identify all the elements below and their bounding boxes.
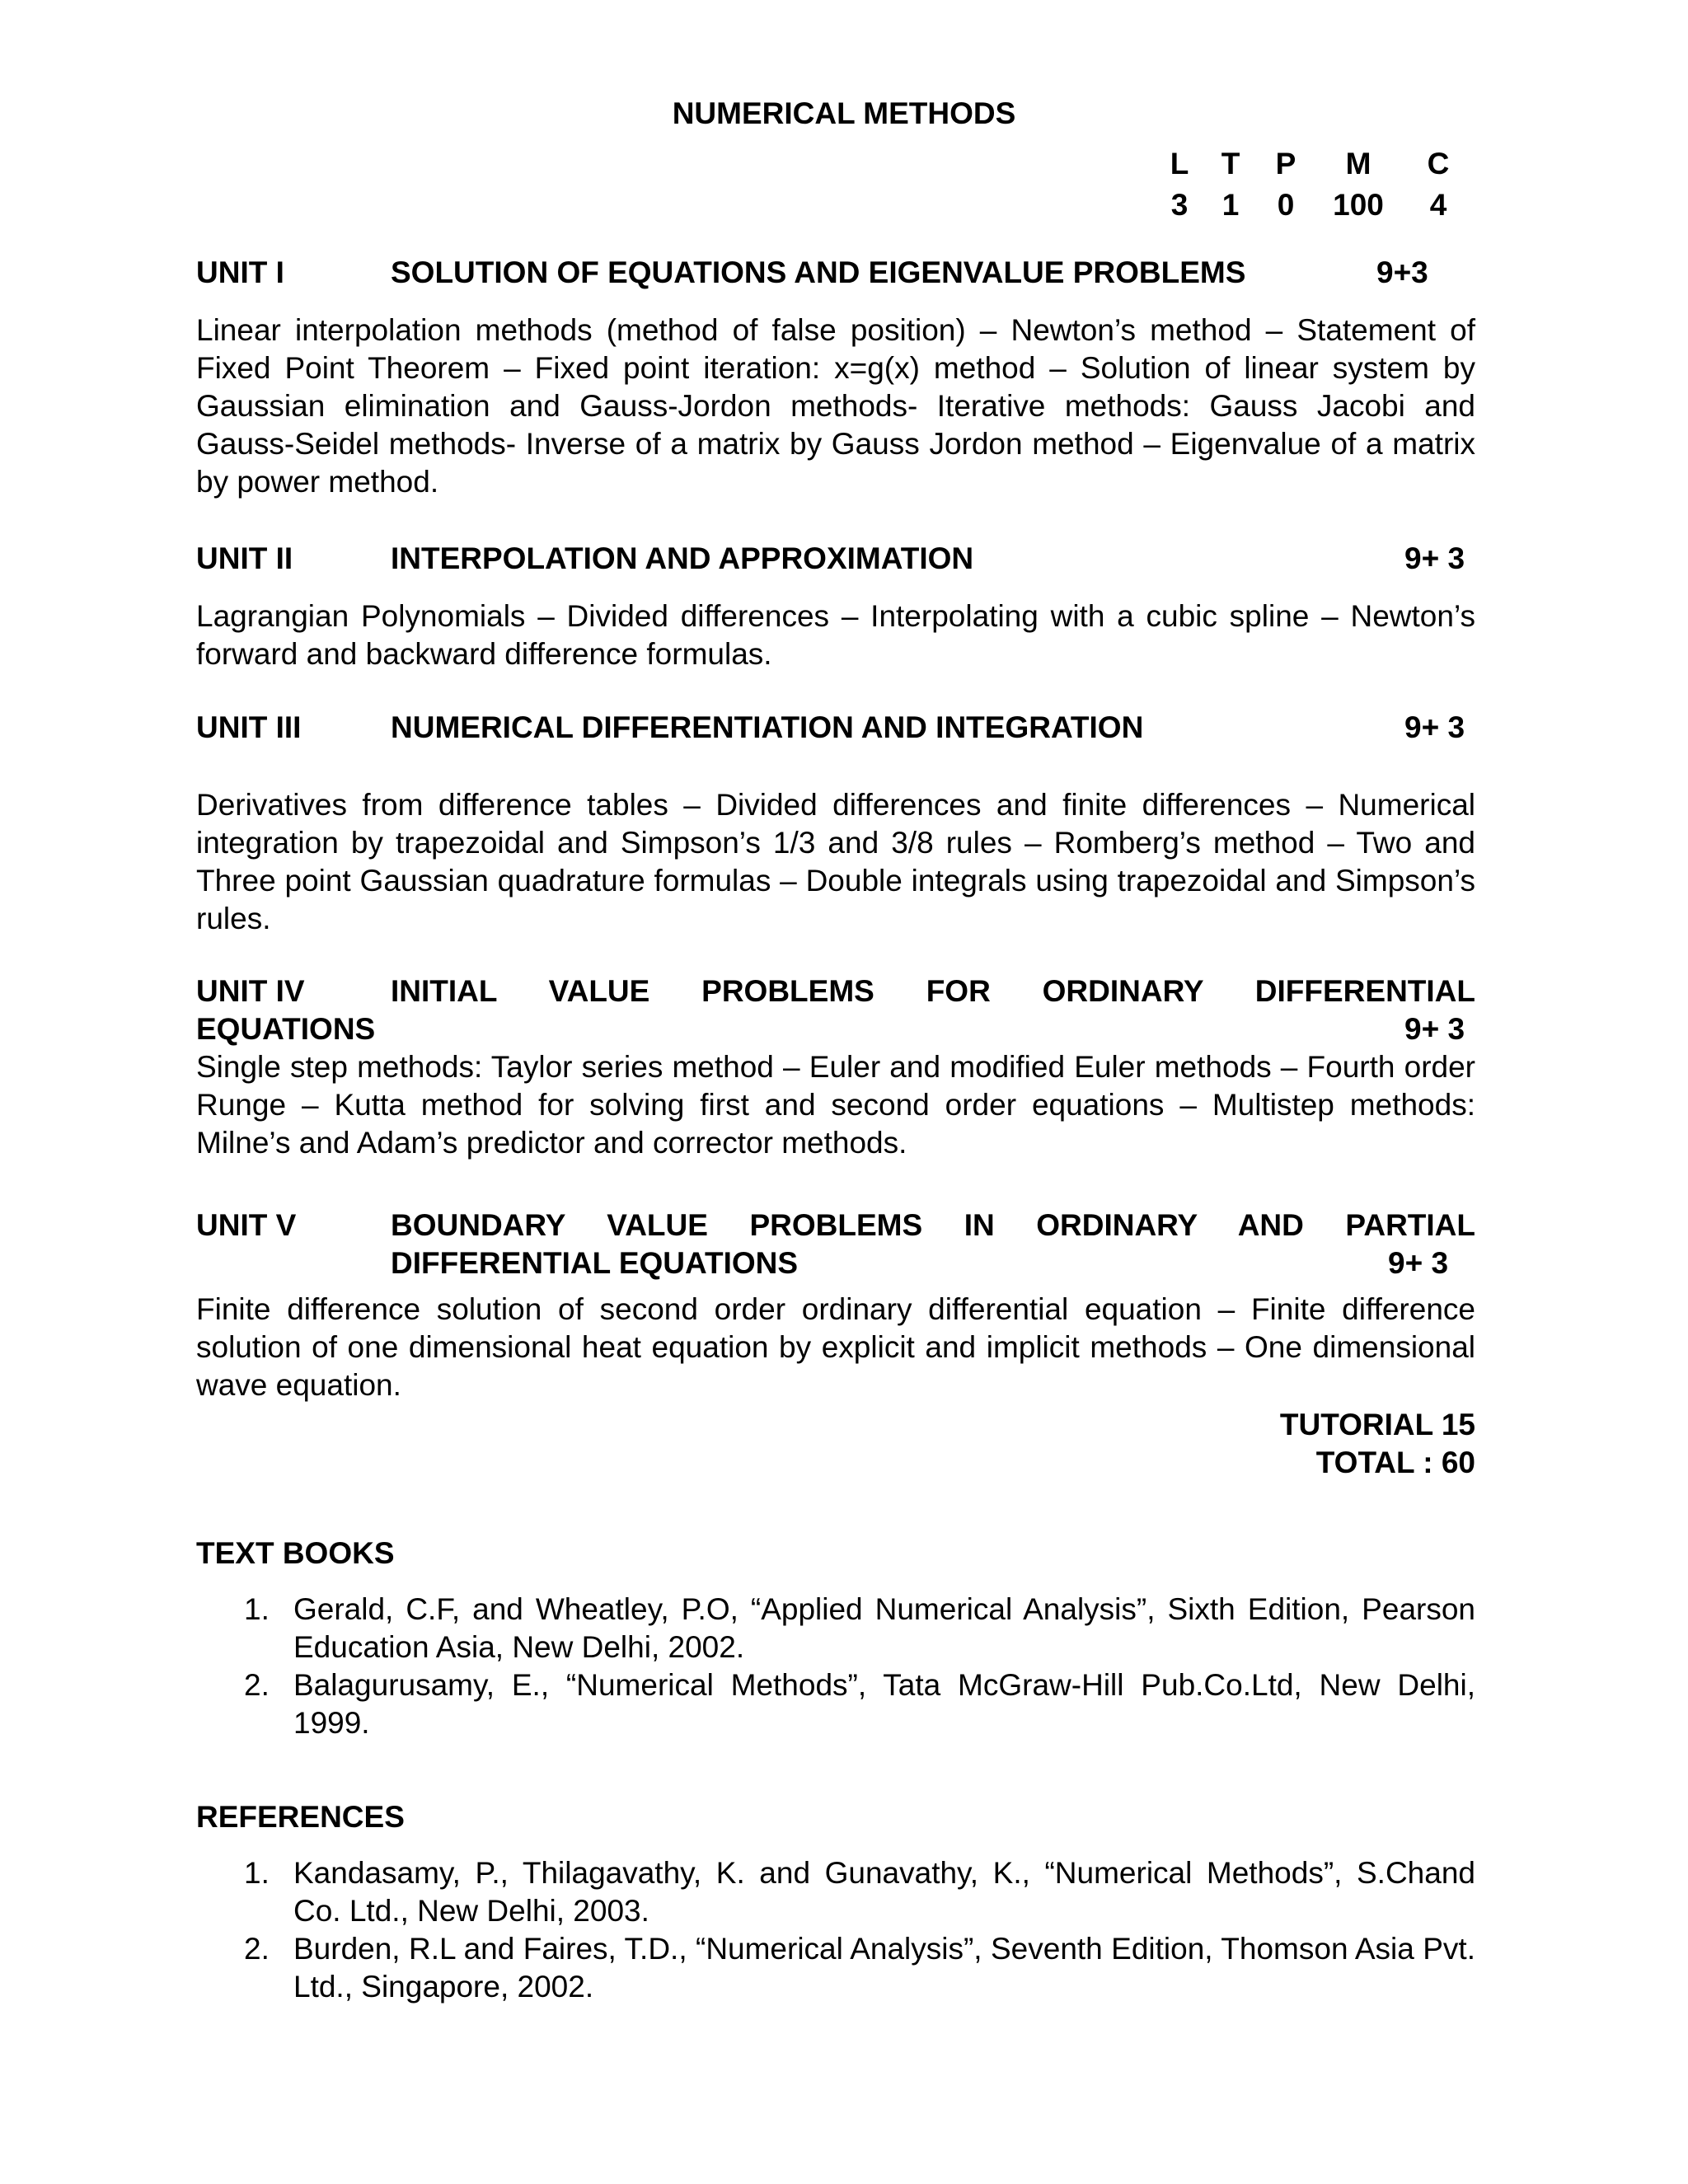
unit-2-content: Lagrangian Polynomials – Divided differences – Interpolating with a cubic spline – Newton’s forward and backward difference formulas. <box>196 599 1475 671</box>
credits-value-m: 100 <box>1333 188 1384 222</box>
reference-number: 1. <box>244 1856 270 1890</box>
text-book-text: Balagurusamy, E., “Numerical Methods”, Tata McGraw-Hill Pub.Co.Ltd, New Delhi, 1999. <box>293 1668 1475 1740</box>
text-book-item <box>196 1666 1475 1742</box>
unit-4-heading-line2 <box>196 1010 1475 1048</box>
totals-block <box>1071 1406 1475 1482</box>
unit-5-title-line2: DIFFERENTIAL EQUATIONS <box>391 1246 799 1280</box>
text-books-list <box>196 1591 1475 1742</box>
unit-3 <box>196 709 1475 938</box>
text-book-number: 2. <box>244 1668 270 1702</box>
unit-3-heading <box>196 709 1475 747</box>
page-title: NUMERICAL METHODS <box>672 96 1016 130</box>
credits-header-t: T <box>1221 147 1240 180</box>
credits-value-l: 3 <box>1170 188 1189 222</box>
unit-4-label: UNIT IV <box>196 974 305 1008</box>
text-book-number: 1. <box>244 1592 270 1626</box>
text-book-text: Gerald, C.F, and Wheatley, P.O, “Applied Numerical Analysis”, Sixth Edition, Pearson Education Asia, New Delhi, 2002. <box>293 1592 1475 1664</box>
credits-header-m: M <box>1345 147 1372 180</box>
unit-1-label: UNIT I <box>196 255 284 289</box>
credits-header-row <box>1154 143 1475 185</box>
unit-1-heading <box>196 254 1475 292</box>
references-heading: REFERENCES <box>196 1800 405 1834</box>
credits-header-p: P <box>1275 147 1296 180</box>
unit-1-hours: 9+3 <box>1376 255 1428 289</box>
unit-4-heading <box>196 972 1475 1010</box>
unit-4 <box>196 972 1475 1162</box>
unit-3-title: NUMERICAL DIFFERENTIATION AND INTEGRATION <box>391 710 1144 744</box>
unit-2 <box>196 540 1475 673</box>
unit-1-content: Linear interpolation methods (method of false position) – Newton’s method – Statement of Fixed Point Theorem – Fixed point iteration: x=g(x) method – Solution of linear system by Gaussian elimination and Gauss-Jordon methods- Iterative methods: Gauss Jacobi and Gauss-Seidel methods- Inverse of a matrix by Gauss Jordon method – Eigenvalue of a matrix by power method. <box>196 313 1475 499</box>
credits-table <box>1154 143 1475 226</box>
text-books-heading: TEXT BOOKS <box>196 1536 395 1570</box>
unit-4-hours: 9+ 3 <box>1404 1012 1465 1046</box>
unit-2-title: INTERPOLATION AND APPROXIMATION <box>391 541 974 575</box>
unit-4-title-line1: INITIAL VALUE PROBLEMS FOR ORDINARY DIFFERENTIAL <box>391 974 1475 1008</box>
reference-item <box>196 1930 1475 2006</box>
reference-number: 2. <box>244 1932 270 1966</box>
unit-3-content: Derivatives from difference tables – Divided differences and finite differences – Numerical integration by trapezoidal and Simpson’s 1/3 and 3/8 rules – Romberg’s method – Two and Three point Gaussian quadrature formulas – Double integrals using trapezoidal and Simpson’s rules. <box>196 788 1475 935</box>
credits-value-c: 4 <box>1429 188 1447 222</box>
credits-value-p: 0 <box>1277 188 1295 222</box>
total-hours: TOTAL : 60 <box>1315 1446 1475 1479</box>
references-list <box>196 1854 1475 2006</box>
unit-3-label: UNIT III <box>196 710 302 744</box>
unit-5-heading <box>196 1207 1475 1244</box>
unit-3-hours: 9+ 3 <box>1404 710 1465 744</box>
credits-header-l: L <box>1170 147 1189 180</box>
unit-2-hours: 9+ 3 <box>1404 541 1465 575</box>
unit-5 <box>196 1207 1475 1404</box>
unit-5-title-line1: BOUNDARY VALUE PROBLEMS IN ORDINARY AND PARTIAL <box>391 1208 1475 1242</box>
credits-value-t: 1 <box>1221 188 1240 222</box>
unit-5-hours: 9+ 3 <box>1388 1246 1449 1280</box>
unit-2-label: UNIT II <box>196 541 293 575</box>
text-book-item <box>196 1591 1475 1666</box>
unit-4-content: Single step methods: Taylor series method – Euler and modified Euler methods – Fourth order Runge – Kutta method for solving first and second order equations – Multistep methods: Milne’s and Adam’s predictor and corrector methods. <box>196 1050 1475 1160</box>
credits-header-c: C <box>1427 147 1450 180</box>
unit-5-content: Finite difference solution of second order ordinary differential equation – Finite difference solution of one dimensional heat equation by explicit and implicit methods – One dimensional wave equation. <box>196 1292 1475 1402</box>
unit-5-label: UNIT V <box>196 1208 297 1242</box>
unit-2-heading <box>196 540 1475 578</box>
unit-1-title: SOLUTION OF EQUATIONS AND EIGENVALUE PROBLEMS <box>391 255 1246 289</box>
unit-5-heading-line2 <box>196 1244 1475 1282</box>
reference-text: Burden, R.L and Faires, T.D., “Numerical Analysis”, Seventh Edition, Thomson Asia Pvt. Ltd., Singapore, 2002. <box>293 1932 1475 2004</box>
unit-4-title-line2: EQUATIONS <box>196 1012 376 1046</box>
reference-text: Kandasamy, P., Thilagavathy, K. and Gunavathy, K., “Numerical Methods”, S.Chand Co. Ltd., New Delhi, 2003. <box>293 1856 1475 1928</box>
unit-1 <box>196 254 1475 501</box>
reference-item <box>196 1854 1475 1930</box>
tutorial-hours: TUTORIAL 15 <box>1279 1408 1475 1441</box>
credits-value-row <box>1154 185 1475 226</box>
